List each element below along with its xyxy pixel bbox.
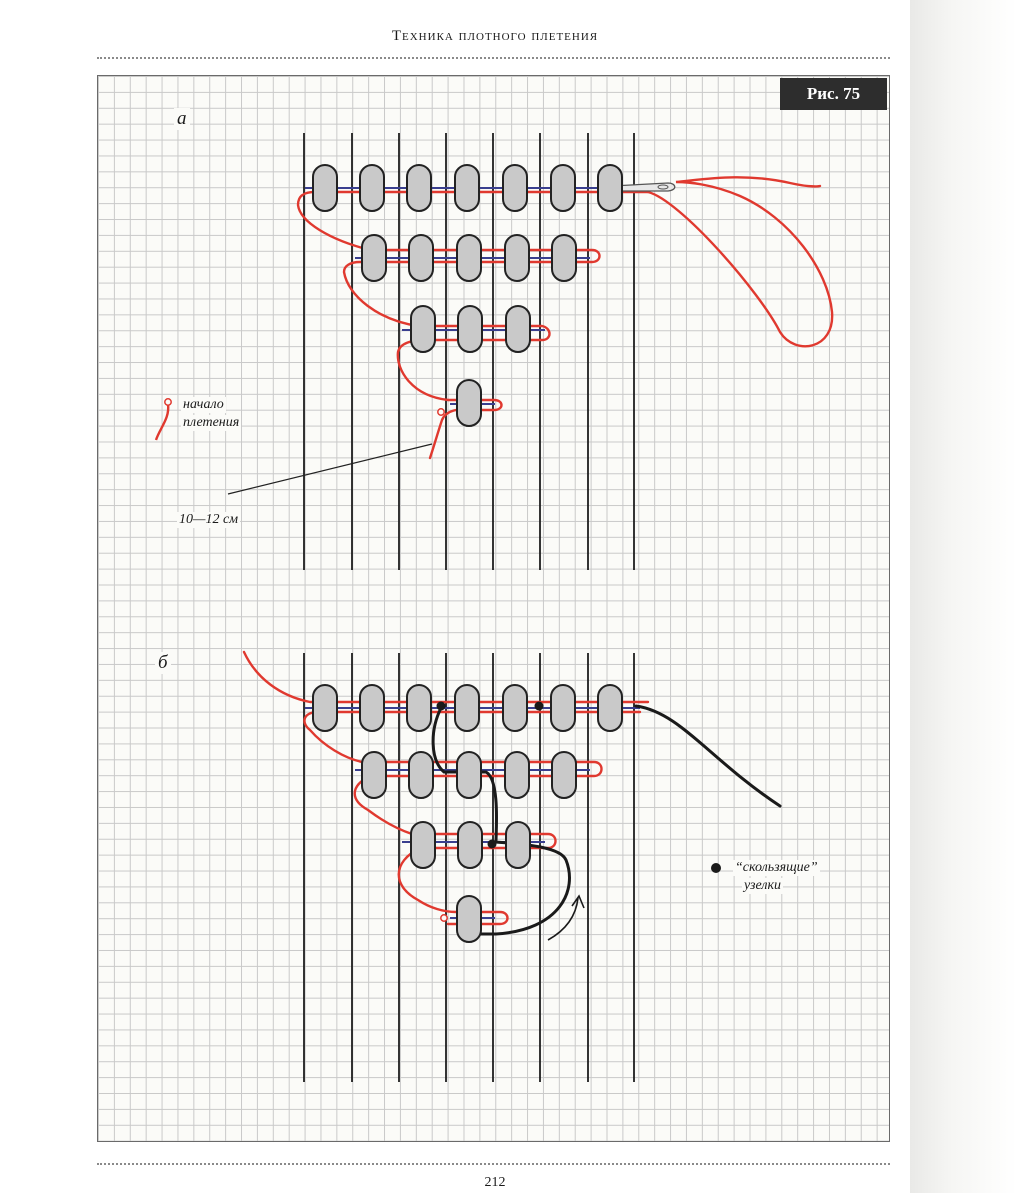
knot-legend-dot-icon	[711, 863, 721, 873]
legend-knots-line1: “скользящие”	[735, 860, 818, 875]
length-label: 10—12 см	[179, 512, 239, 527]
start-marker-b-icon	[441, 915, 447, 921]
panel-a-label: а	[174, 108, 190, 130]
panel-a-beads	[313, 165, 622, 426]
panel-a-red-thread	[298, 177, 832, 458]
legend-start-line1: начало	[183, 397, 224, 412]
length-leader-line	[228, 444, 432, 494]
figure-label: Рис. 75	[780, 78, 887, 110]
running-title: Техника плотного плетения	[391, 28, 599, 44]
page-number: 212	[484, 1175, 506, 1190]
panel-b-black-thread	[433, 706, 780, 934]
panel-b-blue-thread	[305, 708, 640, 918]
bottom-dotted-rule	[97, 1163, 890, 1165]
legend-start-line2: плетения	[183, 415, 240, 430]
legend-knots-line2: узелки	[744, 878, 782, 893]
panel-b-label: б	[155, 652, 171, 674]
direction-arrow-icon	[548, 896, 584, 940]
panel-b-beads	[313, 685, 622, 942]
